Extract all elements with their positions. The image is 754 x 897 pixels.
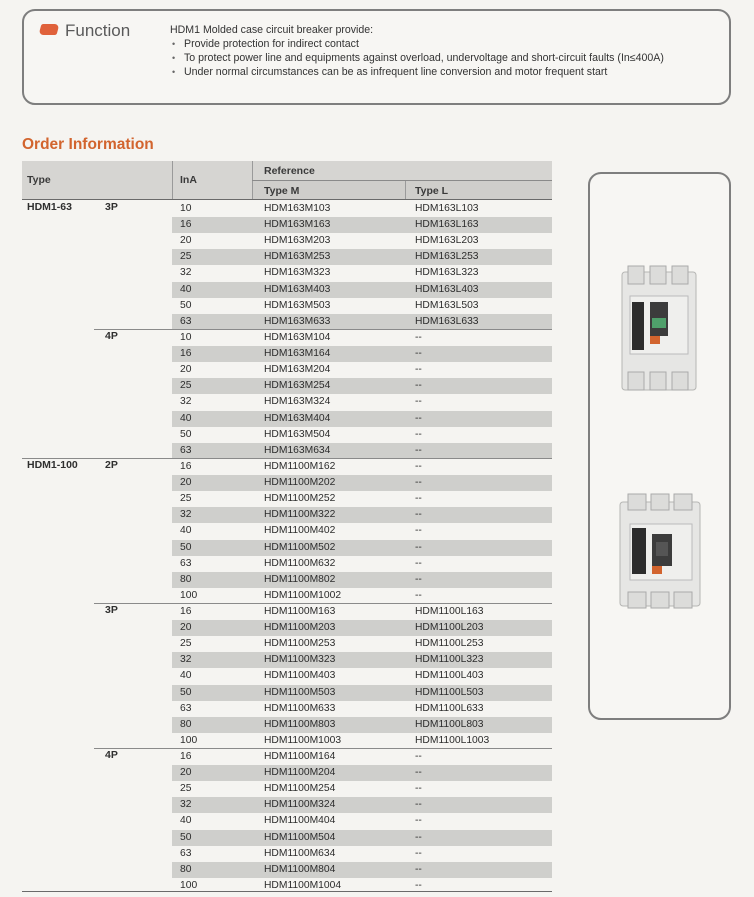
table-row: [172, 249, 552, 265]
type-l-cell: --: [415, 461, 422, 472]
type-m-cell: HDM1100M163: [264, 606, 336, 617]
ina-cell: 50: [180, 686, 192, 698]
header-bottom-rule: [22, 199, 552, 200]
type-l-cell: HDM1100L1003: [415, 734, 490, 746]
table-row: [172, 813, 552, 829]
type-m-cell: HDM163M323: [264, 267, 331, 279]
type-l-cell: --: [415, 799, 422, 811]
table-row: [172, 282, 552, 298]
table-row: [172, 652, 552, 668]
type-m-cell: HDM163M253: [264, 251, 331, 263]
ina-cell: 100: [180, 734, 198, 746]
type-m-cell: HDM1100M162: [264, 461, 336, 472]
table-row: [172, 443, 552, 459]
type-m-cell: HDM1100M253: [264, 638, 336, 650]
ina-cell: 63: [180, 444, 192, 456]
ina-cell: 32: [180, 654, 192, 666]
ina-cell: 25: [180, 251, 192, 263]
type-l-cell: --: [415, 783, 422, 795]
type-l-cell: HDM1100L503: [415, 686, 484, 698]
type-m-cell: HDM1100M1004: [264, 879, 342, 891]
type-m-cell: HDM1100M402: [264, 525, 336, 537]
type-m-cell: HDM163M103: [264, 203, 331, 214]
ina-cell: 25: [180, 638, 192, 650]
type-m-cell: HDM163M163: [264, 219, 331, 231]
type-m-cell: HDM163M404: [264, 412, 331, 424]
type-l-cell: --: [415, 767, 422, 779]
ina-cell: 100: [180, 879, 198, 891]
ina-cell: 63: [180, 847, 192, 859]
type-m-cell: HDM1100M164: [264, 751, 336, 762]
type-m-cell: HDM163M104: [264, 332, 331, 343]
header-type-m: Type M: [264, 185, 300, 197]
table-row: [172, 362, 552, 378]
ina-cell: 32: [180, 509, 192, 521]
group-divider: [22, 458, 552, 459]
type-label: HDM1-63: [27, 201, 72, 213]
ina-cell: 20: [180, 622, 192, 634]
table-row: [172, 330, 552, 346]
table-row: [172, 491, 552, 507]
type-l-cell: HDM163L163: [415, 219, 479, 231]
type-l-cell: --: [415, 863, 422, 875]
type-m-cell: HDM1100M503: [264, 686, 336, 698]
ina-cell: 63: [180, 557, 192, 569]
table-row: [172, 636, 552, 652]
function-panel: [22, 9, 731, 105]
ina-cell: 63: [180, 315, 192, 327]
type-l-cell: HDM163L103: [415, 203, 479, 214]
type-l-cell: --: [415, 847, 422, 859]
function-bullet: • Provide protection for indirect contact: [170, 37, 664, 51]
pole-label: 4P: [105, 330, 118, 342]
product-image-panel: [588, 172, 731, 720]
table-row: [172, 765, 552, 781]
header-ina: InA: [180, 174, 197, 186]
type-m-cell: HDM1100M202: [264, 477, 336, 489]
table-row: [172, 604, 552, 620]
breaker-hdm1-100-image: [620, 494, 700, 608]
type-l-cell: HDM1100L633: [415, 702, 484, 714]
table-row: [172, 572, 552, 588]
type-l-cell: --: [415, 348, 422, 360]
table-row: [172, 298, 552, 314]
type-l-cell: --: [415, 477, 422, 489]
type-m-cell: HDM1100M1003: [264, 734, 342, 746]
ina-cell: 25: [180, 380, 192, 392]
type-l-cell: HDM163L503: [415, 299, 479, 311]
ina-cell: 20: [180, 477, 192, 489]
type-m-cell: HDM163M254: [264, 380, 331, 392]
table-row: [172, 378, 552, 394]
ina-cell: 16: [180, 606, 192, 617]
type-m-cell: HDM1100M802: [264, 573, 336, 585]
function-description: [170, 23, 664, 79]
type-l-cell: --: [415, 428, 422, 440]
function-bullet: • Under normal circumstances can be as infrequent line conversion and motor frequent start: [170, 65, 664, 79]
ina-cell: 10: [180, 332, 192, 343]
type-m-cell: HDM1100M504: [264, 831, 336, 843]
ina-cell: 16: [180, 219, 192, 231]
type-m-cell: HDM1100M804: [264, 863, 336, 875]
type-l-cell: HDM1100L163: [415, 606, 484, 617]
table-bottom-rule: [22, 891, 552, 892]
type-m-cell: HDM1100M324: [264, 799, 336, 811]
header-divider: [172, 161, 173, 199]
type-label: HDM1-100: [27, 459, 78, 471]
table-row: [172, 217, 552, 233]
ina-cell: 25: [180, 493, 192, 505]
ina-cell: 40: [180, 525, 192, 537]
type-m-cell: HDM1100M323: [264, 654, 336, 666]
type-l-cell: --: [415, 751, 422, 762]
type-l-cell: --: [415, 380, 422, 392]
function-bullet: • To protect power line and equipments against overload, undervoltage and short-circuit faults (In≤400A): [170, 51, 664, 65]
table-row: [172, 733, 552, 749]
type-l-cell: HDM163L633: [415, 315, 479, 327]
type-l-cell: HDM1100L403: [415, 670, 484, 682]
type-m-cell: HDM163M633: [264, 315, 331, 327]
ina-cell: 50: [180, 428, 192, 440]
table-row: [172, 540, 552, 556]
type-m-cell: HDM163M204: [264, 364, 331, 376]
type-l-cell: --: [415, 444, 422, 456]
header-reference: Reference: [264, 165, 315, 177]
table-row: [172, 346, 552, 362]
pole-label: 3P: [105, 604, 118, 616]
table-row: [172, 717, 552, 733]
ina-cell: 20: [180, 364, 192, 376]
ina-cell: 40: [180, 283, 192, 295]
header-divider: [405, 181, 406, 199]
group-divider: [94, 748, 552, 749]
ina-cell: 80: [180, 863, 192, 875]
type-m-cell: HDM163M634: [264, 444, 331, 456]
header-type: Type: [27, 174, 51, 186]
type-l-cell: --: [415, 879, 422, 891]
header-type-l: Type L: [415, 185, 449, 197]
type-l-cell: --: [415, 573, 422, 585]
type-m-cell: HDM163M504: [264, 428, 331, 440]
ina-cell: 80: [180, 718, 192, 730]
type-l-cell: HDM1100L323: [415, 654, 484, 666]
ina-cell: 50: [180, 831, 192, 843]
function-bullet-list: [170, 37, 664, 79]
type-m-cell: HDM1100M252: [264, 493, 336, 505]
type-m-cell: HDM1100M1002: [264, 589, 342, 601]
ina-cell: 32: [180, 799, 192, 811]
ina-cell: 40: [180, 815, 192, 827]
table-row: [172, 427, 552, 443]
function-title: Function: [65, 21, 131, 40]
type-m-cell: HDM1100M254: [264, 783, 336, 795]
type-m-cell: HDM1100M502: [264, 541, 336, 553]
table-row: [172, 411, 552, 427]
table-row: [172, 749, 552, 765]
type-m-cell: HDM1100M322: [264, 509, 336, 521]
table-row: [172, 830, 552, 846]
breaker-hdm1-63-image: [622, 266, 696, 390]
table-row: [172, 556, 552, 572]
type-m-cell: HDM1100M403: [264, 670, 336, 682]
ina-cell: 32: [180, 267, 192, 279]
table-row: [172, 862, 552, 878]
group-divider: [94, 329, 552, 330]
table-row: [172, 314, 552, 330]
type-l-cell: --: [415, 589, 422, 601]
header-divider: [252, 180, 552, 181]
type-l-cell: --: [415, 493, 422, 505]
ina-cell: 63: [180, 702, 192, 714]
type-l-cell: --: [415, 831, 422, 843]
table-row: [172, 846, 552, 862]
table-row: [172, 781, 552, 797]
ina-cell: 80: [180, 573, 192, 585]
type-l-cell: HDM163L403: [415, 283, 479, 295]
ina-cell: 25: [180, 783, 192, 795]
ina-cell: 32: [180, 396, 192, 408]
table-row: [172, 459, 552, 475]
type-l-cell: --: [415, 364, 422, 376]
type-l-cell: --: [415, 541, 422, 553]
type-m-cell: HDM1100M203: [264, 622, 336, 634]
ina-cell: 100: [180, 589, 198, 601]
type-l-cell: HDM163L253: [415, 251, 479, 263]
group-divider: [94, 603, 552, 604]
table-row: [172, 668, 552, 684]
ina-cell: 10: [180, 203, 192, 214]
type-l-cell: --: [415, 509, 422, 521]
ina-cell: 50: [180, 541, 192, 553]
type-l-cell: HDM1100L203: [415, 622, 484, 634]
order-information-title: Order Information: [22, 136, 154, 153]
ina-cell: 16: [180, 751, 192, 762]
type-l-cell: --: [415, 396, 422, 408]
type-m-cell: HDM163M403: [264, 283, 331, 295]
table-row: [172, 507, 552, 523]
table-row: [172, 475, 552, 491]
type-l-cell: --: [415, 525, 422, 537]
function-intro: HDM1 Molded case circuit breaker provide:: [170, 24, 374, 36]
table-row: [172, 588, 552, 604]
table-row: [172, 265, 552, 281]
pole-label: 3P: [105, 201, 118, 213]
type-m-cell: HDM1100M632: [264, 557, 336, 569]
type-l-cell: --: [415, 412, 422, 424]
product-images: [590, 174, 729, 718]
ina-cell: 40: [180, 670, 192, 682]
type-l-cell: --: [415, 557, 422, 569]
ina-cell: 40: [180, 412, 192, 424]
ina-cell: 20: [180, 767, 192, 779]
pole-label: 4P: [105, 749, 118, 761]
table-row: [172, 394, 552, 410]
type-m-cell: HDM163M324: [264, 396, 331, 408]
type-l-cell: HDM163L203: [415, 235, 479, 247]
type-m-cell: HDM1100M204: [264, 767, 336, 779]
table-row: [172, 685, 552, 701]
table-row: [172, 233, 552, 249]
type-l-cell: HDM1100L803: [415, 718, 484, 730]
type-l-cell: --: [415, 332, 422, 343]
table-row: [172, 797, 552, 813]
function-badge-icon: [39, 24, 60, 35]
type-l-cell: HDM1100L253: [415, 638, 484, 650]
type-m-cell: HDM1100M633: [264, 702, 336, 714]
table-row: [172, 523, 552, 539]
table-row: [172, 201, 552, 217]
table-row: [172, 701, 552, 717]
type-l-cell: HDM163L323: [415, 267, 479, 279]
type-m-cell: HDM163M503: [264, 299, 331, 311]
ina-cell: 16: [180, 461, 192, 472]
ina-cell: 20: [180, 235, 192, 247]
type-m-cell: HDM1100M634: [264, 847, 336, 859]
ina-cell: 16: [180, 348, 192, 360]
type-l-cell: --: [415, 815, 422, 827]
pole-label: 2P: [105, 459, 118, 471]
type-m-cell: HDM163M164: [264, 348, 331, 360]
type-m-cell: HDM1100M404: [264, 815, 336, 827]
table-row: [172, 620, 552, 636]
type-m-cell: HDM1100M803: [264, 718, 336, 730]
ina-cell: 50: [180, 299, 192, 311]
type-m-cell: HDM163M203: [264, 235, 331, 247]
